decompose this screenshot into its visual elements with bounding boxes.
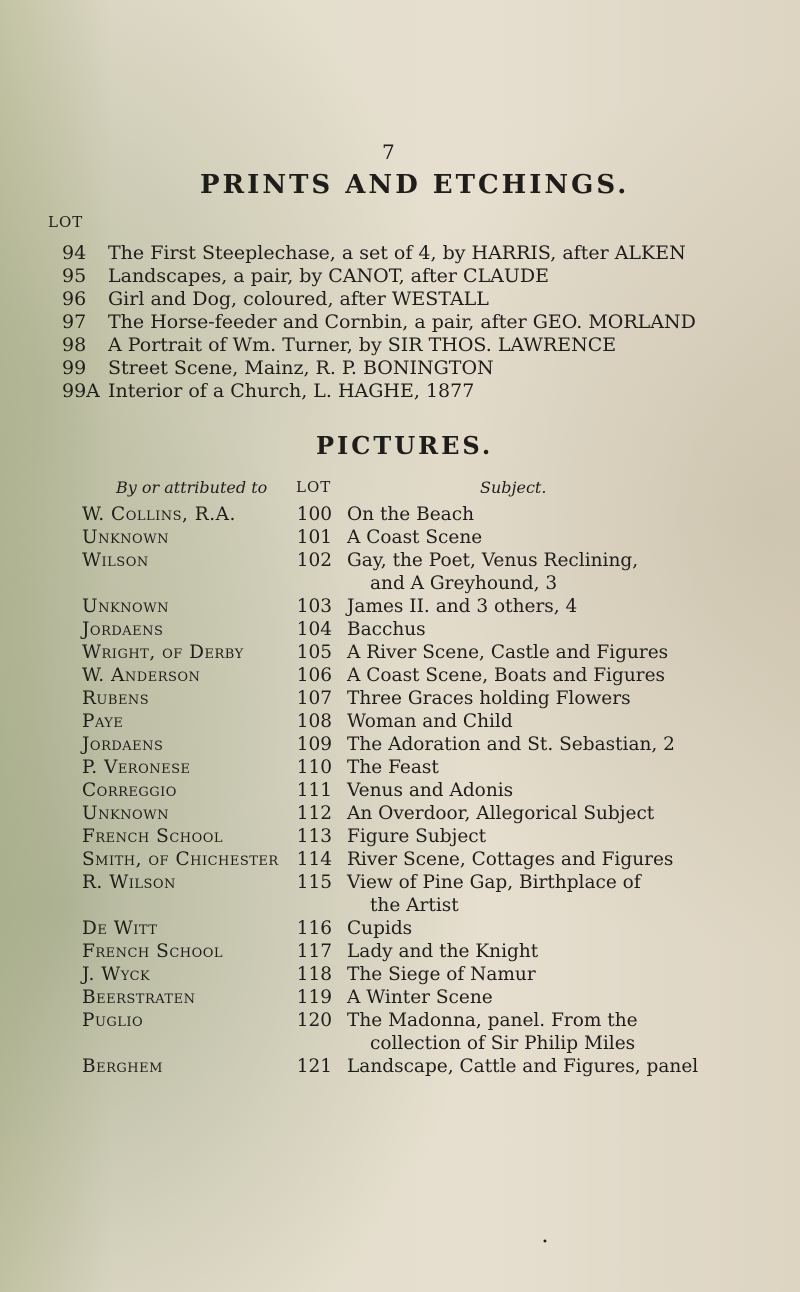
picture-lot-number: 115 [296, 872, 332, 893]
picture-entry [0, 826, 800, 849]
picture-subject: Three Graces holding Flowers [347, 688, 631, 709]
print-lot-number: 97 [62, 311, 87, 333]
print-entry [48, 242, 768, 265]
print-description: A Portrait of Wm. Turner, by SIR THOS. LAWRENCE [108, 334, 617, 356]
subject-column-header: Subject. [480, 478, 547, 497]
pictures-heading: PICTURES. [316, 431, 494, 460]
print-entry [48, 288, 768, 311]
print-entry [48, 380, 768, 403]
prints-heading: PRINTS AND ETCHINGS. [200, 170, 630, 200]
print-lot-number: 99A [62, 380, 100, 402]
picture-lot-number: 121 [296, 1056, 332, 1077]
picture-subject-continued: and A Greyhound, 3 [370, 573, 558, 594]
picture-entry [0, 918, 800, 941]
picture-lot-number: 110 [296, 757, 332, 778]
picture-lot-number: 109 [296, 734, 332, 755]
pictures-list [0, 504, 800, 1079]
picture-lot-number: 120 [296, 1010, 332, 1031]
print-entry [48, 265, 768, 288]
artist-column-header: By or attributed to [116, 478, 268, 497]
picture-subject: A Coast Scene [347, 527, 483, 548]
picture-subject: Cupids [347, 918, 413, 939]
picture-artist: French School [82, 941, 224, 962]
picture-subject: View of Pine Gap, Birthplace of [347, 872, 641, 893]
picture-artist: Unknown [82, 527, 169, 548]
picture-lot-number: 117 [296, 941, 332, 962]
prints-list [48, 242, 768, 403]
picture-artist: De Witt [82, 918, 158, 939]
picture-lot-number: 102 [296, 550, 332, 571]
picture-entry [0, 688, 800, 711]
picture-entry [0, 780, 800, 803]
picture-artist: Unknown [82, 596, 169, 617]
picture-subject: Venus and Adonis [347, 780, 514, 801]
picture-artist: P. Veronese [82, 757, 191, 778]
picture-subject-continued: the Artist [370, 895, 459, 916]
picture-lot-number: 104 [296, 619, 332, 640]
lot-column-header: LOT [296, 478, 332, 496]
picture-entry [0, 619, 800, 642]
picture-entry [0, 734, 800, 757]
picture-artist: Jordaens [82, 619, 164, 640]
print-entry [48, 311, 768, 334]
print-entry [48, 334, 768, 357]
picture-subject: An Overdoor, Allegorical Subject [347, 803, 655, 824]
ink-mark: • [542, 1237, 548, 1248]
picture-subject: A River Scene, Castle and Figures [347, 642, 669, 663]
picture-subject: Figure Subject [347, 826, 487, 847]
picture-artist: Puglio [82, 1010, 144, 1031]
picture-entry [0, 711, 800, 734]
picture-lot-number: 107 [296, 688, 332, 709]
picture-entry [0, 803, 800, 826]
picture-entry [0, 872, 800, 918]
picture-subject-continued: collection of Sir Philip Miles [370, 1033, 636, 1054]
picture-entry [0, 964, 800, 987]
picture-artist: French School [82, 826, 224, 847]
picture-lot-number: 113 [296, 826, 332, 847]
picture-subject: Gay, the Poet, Venus Reclining, [347, 550, 639, 571]
print-lot-number: 95 [62, 265, 87, 287]
picture-entry [0, 941, 800, 964]
picture-lot-number: 101 [296, 527, 332, 548]
picture-artist: Wright, of Derby [82, 642, 244, 663]
picture-artist: Unknown [82, 803, 169, 824]
picture-lot-number: 112 [296, 803, 332, 824]
print-description: Interior of a Church, L. HAGHE, 1877 [108, 380, 475, 402]
picture-artist: Smith, of Chichester [82, 849, 279, 870]
picture-entry [0, 504, 800, 527]
picture-subject: River Scene, Cottages and Figures [347, 849, 674, 870]
print-description: The First Steeplechase, a set of 4, by HARRIS, after ALKEN [108, 242, 686, 264]
picture-subject: Woman and Child [347, 711, 513, 732]
picture-subject: Bacchus [347, 619, 426, 640]
page-number: 7 [382, 140, 395, 164]
picture-lot-number: 119 [296, 987, 332, 1008]
picture-lot-number: 118 [296, 964, 332, 985]
picture-lot-number: 108 [296, 711, 332, 732]
picture-subject: Landscape, Cattle and Figures, panel [347, 1056, 699, 1077]
picture-entry [0, 849, 800, 872]
picture-entry [0, 987, 800, 1010]
picture-subject: James II. and 3 others, 4 [347, 596, 578, 617]
print-lot-number: 99 [62, 357, 87, 379]
picture-artist: Wilson [82, 550, 149, 571]
print-description: The Horse-feeder and Cornbin, a pair, after GEO. MORLAND [108, 311, 696, 333]
print-lot-number: 94 [62, 242, 87, 264]
picture-entry [0, 642, 800, 665]
picture-subject: The Feast [347, 757, 439, 778]
picture-entry [0, 1056, 800, 1079]
picture-subject: The Siege of Namur [347, 964, 536, 985]
picture-lot-number: 105 [296, 642, 332, 663]
picture-lot-number: 114 [296, 849, 332, 870]
picture-artist: R. Wilson [82, 872, 176, 893]
picture-subject: A Winter Scene [347, 987, 493, 1008]
print-description: Street Scene, Mainz, R. P. BONINGTON [108, 357, 494, 379]
lot-column-label: LOT [48, 213, 84, 231]
picture-subject: Lady and the Knight [347, 941, 539, 962]
picture-lot-number: 100 [296, 504, 332, 525]
print-lot-number: 98 [62, 334, 87, 356]
picture-subject: The Madonna, panel. From the [347, 1010, 638, 1031]
picture-lot-number: 116 [296, 918, 332, 939]
picture-subject: On the Beach [347, 504, 474, 525]
picture-subject: A Coast Scene, Boats and Figures [347, 665, 666, 686]
picture-subject: The Adoration and St. Sebastian, 2 [347, 734, 675, 755]
picture-artist: J. Wyck [82, 964, 151, 985]
picture-artist: Rubens [82, 688, 150, 709]
picture-artist: Berghem [82, 1056, 163, 1077]
picture-artist: Jordaens [82, 734, 164, 755]
picture-entry [0, 1010, 800, 1056]
picture-entry [0, 596, 800, 619]
picture-entry [0, 550, 800, 596]
picture-artist: Paye [82, 711, 124, 732]
picture-lot-number: 103 [296, 596, 332, 617]
picture-artist: Beerstraten [82, 987, 196, 1008]
picture-entry [0, 757, 800, 780]
picture-artist: W. Anderson [82, 665, 201, 686]
picture-lot-number: 106 [296, 665, 332, 686]
picture-entry [0, 527, 800, 550]
picture-artist: W. Collins, R.A. [82, 504, 236, 525]
print-lot-number: 96 [62, 288, 87, 310]
print-description: Landscapes, a pair, by CANOT, after CLAUDE [108, 265, 550, 287]
print-entry [48, 357, 768, 380]
picture-lot-number: 111 [296, 780, 332, 801]
picture-entry [0, 665, 800, 688]
print-description: Girl and Dog, coloured, after WESTALL [108, 288, 489, 310]
picture-artist: Correggio [82, 780, 177, 801]
